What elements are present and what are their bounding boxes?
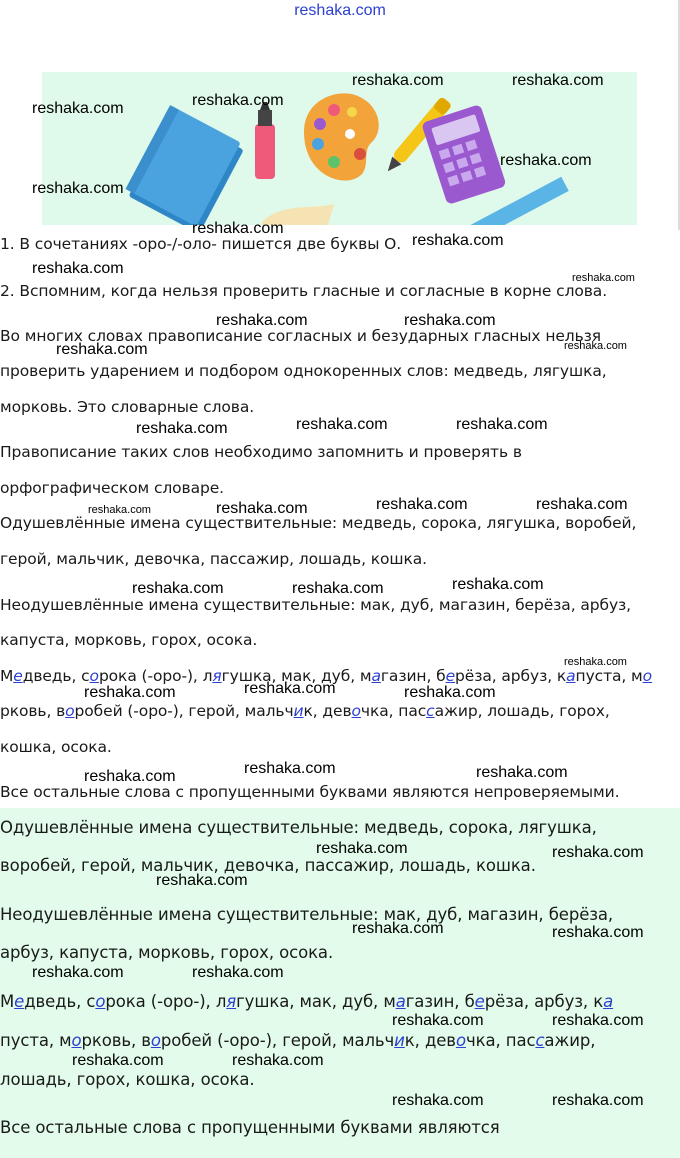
text-line: Правописание таких слов необходимо запомнить и проверять в (0, 443, 522, 461)
text-line: морковь. Это словарные слова. (0, 398, 255, 416)
watermark: reshaka.com (392, 1092, 484, 1109)
watermark: reshaka.com (536, 496, 628, 513)
text-line: Одушевлённые имена существительные: медведь, сорока, лягушка, воробей, (0, 514, 637, 532)
answer-line: Неодушевлённые имена существительные: мак, дуб, магазин, берёза, (0, 905, 614, 924)
watermark: reshaka.com (232, 1052, 324, 1069)
watermark: reshaka.com (476, 764, 568, 781)
watermark: reshaka.com (84, 684, 176, 701)
watermark: reshaka.com (84, 768, 176, 785)
answer-line: Все остальные слова с пропущенными буквами являются (0, 1118, 500, 1137)
highlight-line: рковь, воробей (-оро-), герой, мальчик, девочка, пассажир, лошадь, горох, (0, 702, 610, 720)
text-line: герой, мальчик, девочка, пассажир, лошадь, кошка. (0, 550, 427, 568)
watermark: reshaka.com (552, 1092, 644, 1109)
watermark: reshaka.com (56, 341, 148, 358)
watermark: reshaka.com (512, 72, 604, 89)
watermark: reshaka.com (216, 500, 308, 517)
answer-line: воробей, герой, мальчик, девочка, пассажир, лошадь, кошка. (0, 856, 536, 875)
text-line: капуста, морковь, горох, осока. (0, 631, 258, 649)
watermark: reshaka.com (88, 504, 151, 516)
watermark: reshaka.com (412, 232, 504, 249)
watermark: reshaka.com (32, 180, 124, 197)
watermark: reshaka.com (404, 684, 496, 701)
watermark: reshaka.com (456, 416, 548, 433)
answer-highlight-line: пуста, морковь, воробей (-оро-), герой, мальчик, девочка, пассажир, (0, 1031, 596, 1050)
watermark: reshaka.com (136, 420, 228, 437)
watermark: reshaka.com (244, 760, 336, 777)
watermark: reshaka.com (32, 100, 124, 117)
banner-illustration (42, 72, 637, 225)
watermark: reshaka.com (552, 844, 644, 861)
watermark: reshaka.com (244, 680, 336, 697)
watermark: reshaka.com (132, 580, 224, 597)
watermark: reshaka.com (72, 1052, 164, 1069)
watermark: reshaka.com (32, 964, 124, 981)
paragraph-rule-2: 2. Вспомним, когда нельзя проверить гласные и согласные в корне слова. (0, 282, 608, 300)
watermark: reshaka.com (156, 872, 248, 889)
watermark: reshaka.com (376, 496, 468, 513)
highlight-line: Медведь, сорока (-оро-), лягушка, мак, дуб, магазин, берёза, арбуз, капуста, мо (0, 667, 653, 685)
watermark: reshaka.com (552, 924, 644, 941)
watermark: reshaka.com (500, 152, 592, 169)
text-line: Неодушевлённые имена существительные: мак, дуб, магазин, берёза, арбуз, (0, 596, 631, 614)
answer-highlight-line: Медведь, сорока (-оро-), лягушка, мак, дуб, магазин, берёза, арбуз, ка (0, 992, 614, 1011)
highlighter-icon (255, 102, 275, 179)
watermark: reshaka.com (192, 220, 284, 237)
watermark: reshaka.com (32, 260, 124, 277)
answer-line: Одушевлённые имена существительные: медведь, сорока, лягушка, (0, 818, 597, 837)
watermark: reshaka.com (296, 416, 388, 433)
notebook-icon (123, 105, 246, 225)
watermark: reshaka.com (192, 92, 284, 109)
text-line: Все остальные слова с пропущенными буквами являются непроверяемыми. (0, 783, 620, 801)
text-line: орфографическом словаре. (0, 479, 224, 497)
watermark: reshaka.com (564, 656, 627, 668)
text-line: проверить ударением и подбором однокоренных слов: медведь, лягушка, (0, 362, 607, 380)
palette-icon (304, 93, 379, 180)
watermark: reshaka.com (316, 840, 408, 857)
watermark: reshaka.com (292, 580, 384, 597)
watermark: reshaka.com (572, 272, 635, 284)
watermark: reshaka.com (216, 312, 308, 329)
site-header[interactable]: reshaka.com (294, 2, 386, 19)
watermark: reshaka.com (552, 1012, 644, 1029)
watermark: reshaka.com (392, 1012, 484, 1029)
watermark: reshaka.com (192, 964, 284, 981)
watermark: reshaka.com (452, 576, 544, 593)
answer-line: лошадь, горох, кошка, осока. (0, 1070, 255, 1089)
watermark: reshaka.com (404, 312, 496, 329)
text-line: кошка, осока. (0, 738, 112, 756)
calculator-icon (421, 104, 507, 205)
answer-line: арбуз, капуста, морковь, горох, осока. (0, 943, 334, 962)
banner-art (42, 72, 637, 225)
watermark: reshaka.com (352, 72, 444, 89)
watermark: reshaka.com (564, 340, 627, 352)
text-line: Во многих словах правописание согласных и безударных гласных нельзя (0, 327, 602, 345)
watermark: reshaka.com (352, 920, 444, 937)
paragraph-rule-1: 1. В сочетаниях -оро-/-оло- пишется две буквы О. (0, 235, 402, 253)
